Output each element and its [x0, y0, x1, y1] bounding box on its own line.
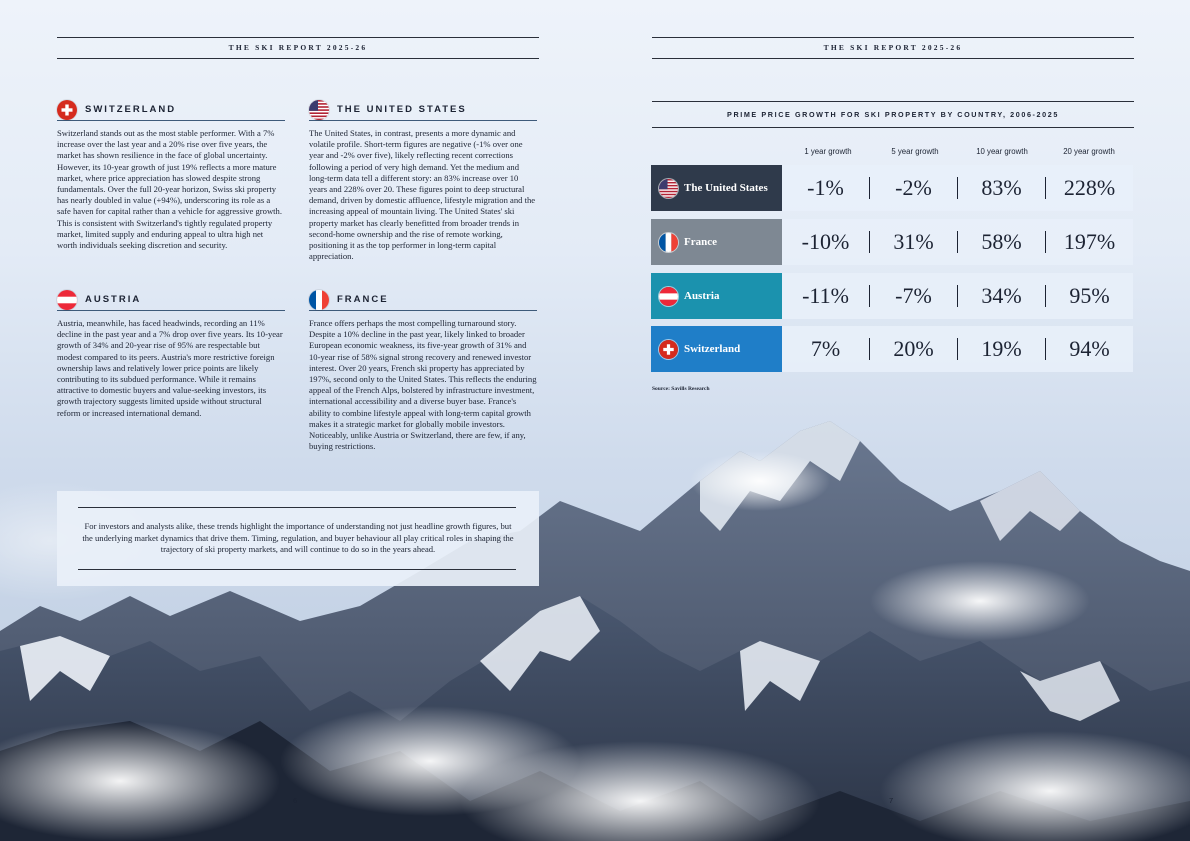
row-values	[782, 165, 1133, 211]
table-source: Source: Savills Research	[652, 386, 710, 392]
value-10-year: 83%	[981, 175, 1022, 200]
swiss-flag-icon	[57, 100, 77, 120]
callout-text: For investors and analysts alike, these trends highlight the importance of understanding not just headline growth figures, but the underlying market dynamics that drive them. Timing, regulation, and buyer behaviour all play critical roles in shaping the trajectory of ski property markets, and will continue to do so in the years ahead.	[82, 521, 514, 555]
section-header	[309, 289, 537, 311]
section-header	[57, 289, 285, 311]
table-row	[651, 326, 1133, 372]
section-austria	[57, 289, 285, 419]
row-label	[651, 273, 782, 319]
section-united-states	[309, 99, 537, 262]
mountain-background-image	[0, 421, 1190, 841]
section-title: AUSTRIA	[85, 294, 142, 305]
section-header	[309, 99, 537, 121]
value-1-year: -11%	[802, 283, 849, 308]
row-label	[651, 219, 782, 265]
section-france	[309, 289, 537, 452]
section-body: France offers perhaps the most compelling turnaround story. Despite a 10% decline in the past year, likely linked to broader European economic weakness, its five-year growth of 31% and 10-year rise of 58% signal strong recovery and renewed investor interest. Over 20 years, French ski property has appreciated by 197%, second only to the United States. This reflects the enduring appeal of the French Alps, bolstered by infrastructure investment, international accessibility and a diverse buyer base. France's ability to combine lifestyle appeal with long-term capital growth makes it a strategic market for globally mobile investors. Noticeably, unlike Austria or Switzerland, there are few, if any, buying restrictions.	[309, 318, 537, 452]
callout-box	[57, 491, 539, 586]
value-5-year: 31%	[893, 229, 934, 254]
value-10-year: 19%	[981, 336, 1022, 361]
france-flag-icon	[309, 290, 329, 310]
austria-flag-icon	[659, 287, 678, 306]
country-name: Austria	[684, 290, 720, 302]
row-label	[651, 326, 782, 372]
section-switzerland	[57, 99, 285, 251]
row-values	[782, 326, 1133, 372]
table-row	[651, 273, 1133, 319]
section-header	[57, 99, 285, 121]
page-number-left: 6	[293, 796, 298, 805]
divider	[78, 507, 516, 508]
table-row	[651, 219, 1133, 265]
value-5-year: -2%	[895, 175, 932, 200]
us-flag-icon	[309, 100, 329, 120]
section-title: THE UNITED STATES	[337, 104, 467, 115]
value-20-year: 228%	[1063, 175, 1116, 200]
column-header: 5 year growth	[891, 147, 939, 156]
value-20-year: 197%	[1063, 229, 1116, 254]
value-5-year: -7%	[895, 283, 932, 308]
country-name: Switzerland	[684, 343, 741, 355]
value-20-year: 95%	[1069, 283, 1110, 308]
row-values	[782, 219, 1133, 265]
value-1-year: -1%	[807, 175, 844, 200]
column-header: 10 year growth	[976, 147, 1028, 156]
divider	[78, 569, 516, 570]
section-title: SWITZERLAND	[85, 104, 177, 115]
france-flag-icon	[659, 233, 678, 252]
value-10-year: 58%	[981, 229, 1022, 254]
column-header: 20 year growth	[1063, 147, 1115, 156]
value-20-year: 94%	[1069, 336, 1110, 361]
section-title: FRANCE	[337, 294, 389, 305]
value-1-year: 7%	[810, 336, 841, 361]
page-number-right: 7	[889, 796, 894, 805]
value-10-year: 34%	[981, 283, 1022, 308]
section-body: Austria, meanwhile, has faced headwinds, recording an 11% decline in the past year and a 7% drop over five years. Its 10-year growth of 34% and 20-year rise of 95% are respectable but modest compared to its peers. Austria's more restrictive foreign ownership laws and relatively lower price points are likely contributing to its subdued performance. While it remains attractive to domestic buyers and value-seeking investors, its growth trajectory suggests limited upside without structural reform or increased international demand.	[57, 318, 283, 418]
country-name: France	[684, 236, 717, 248]
value-5-year: 20%	[893, 336, 934, 361]
swiss-flag-icon	[659, 340, 678, 359]
running-head-right: THE SKI REPORT 2025-26	[652, 37, 1134, 59]
section-body: Switzerland stands out as the most stable performer. With a 7% increase over the last year and a 20% rise over five years, the market has shown resilience in the face of global uncertainty. However, its 10-year growth of just 19% reflects a more mature market, where price appreciation has slowed despite strong fundamentals. Over the full 20-year horizon, Swiss ski property has nearly doubled in value (+94%), underscoring its role as a safe haven for capital rather than a vehicle for aggressive growth. This is consistent with Switzerland's tightly regulated property market, limited supply and enduring appeal to ultra high net worth individuals seeking discretion and security.	[57, 128, 283, 251]
running-head-left: THE SKI REPORT 2025-26	[57, 37, 539, 59]
austria-flag-icon	[57, 290, 77, 310]
section-body: The United States, in contrast, presents a more dynamic and volatile profile. Short-term figures are negative (-1% over one year and -2% over five), likely reflecting recent corrections following a period of very high demand. Yet the medium and long-term data tell a different story: an 83% increase over 10 years and 228% over 20. These figures point to deep structural demand, driven by domestic affluence, lifestyle migration and the increasing appeal of mountain living. The United States' ski property market has clearly benefitted from broader trends in second-home ownership and the rise of remote working, positioning it as the top performer in long-term capital appreciation.	[309, 128, 536, 262]
value-1-year: -10%	[801, 229, 850, 254]
country-name: The United States	[684, 182, 768, 194]
table-title: PRIME PRICE GROWTH FOR SKI PROPERTY BY COUNTRY, 2006-2025	[652, 101, 1134, 128]
row-values	[782, 273, 1133, 319]
us-flag-icon	[659, 179, 678, 198]
column-header: 1 year growth	[804, 147, 852, 156]
table-row	[651, 165, 1133, 211]
row-label	[651, 165, 782, 211]
